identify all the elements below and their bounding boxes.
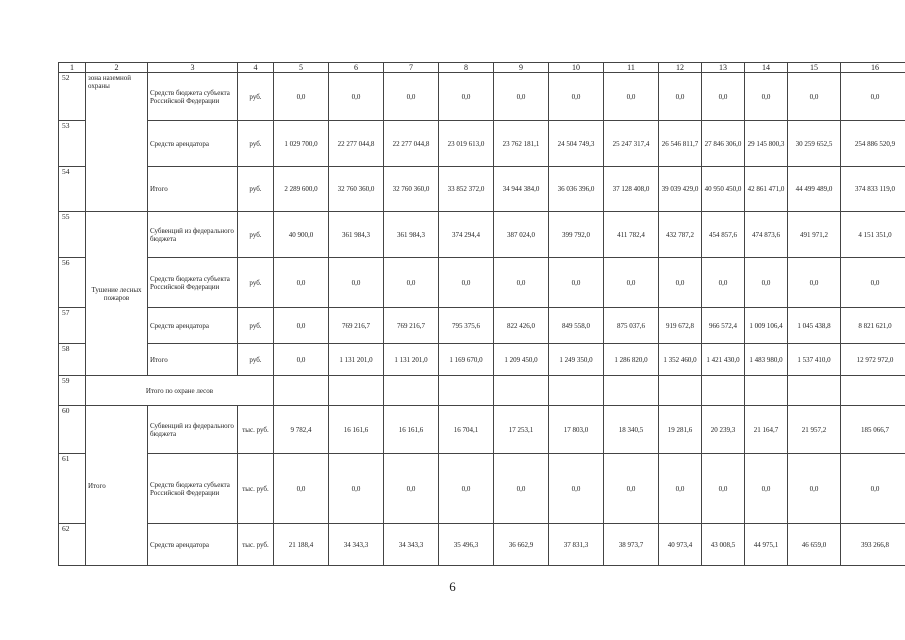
value-cell: 44 975,1 <box>745 524 788 566</box>
column-number-row <box>59 63 905 73</box>
value-cell: 33 852 372,0 <box>439 167 494 212</box>
unit-cell: руб. <box>238 258 274 308</box>
value-cell: 0,0 <box>788 454 841 524</box>
value-cell: 37 128 408,0 <box>604 167 659 212</box>
value-cell: 0,0 <box>274 454 329 524</box>
section-total-label: Итого по охране лесов <box>86 376 274 406</box>
value-cell: 0,0 <box>788 258 841 308</box>
value-cell: 34 343,3 <box>329 524 384 566</box>
value-cell: 0,0 <box>841 258 905 308</box>
row-number: 57 <box>59 308 86 344</box>
value-cell: 1 249 350,0 <box>549 344 604 376</box>
value-cell: 32 760 360,0 <box>329 167 384 212</box>
table-row <box>59 167 905 212</box>
col-header: 5 <box>274 63 329 73</box>
value-cell: 1 009 106,4 <box>745 308 788 344</box>
table-row <box>59 344 905 376</box>
value-cell: 9 782,4 <box>274 406 329 454</box>
col-header: 15 <box>788 63 841 73</box>
value-cell <box>659 376 702 406</box>
table-row <box>59 121 905 167</box>
value-cell: 966 572,4 <box>702 308 745 344</box>
value-cell: 16 161,6 <box>329 406 384 454</box>
value-cell: 18 340,5 <box>604 406 659 454</box>
col-header: 8 <box>439 63 494 73</box>
value-cell: 0,0 <box>384 454 439 524</box>
value-cell: 30 259 652,5 <box>788 121 841 167</box>
value-cell: 0,0 <box>702 258 745 308</box>
value-cell: 32 760 360,0 <box>384 167 439 212</box>
value-cell: 474 873,6 <box>745 212 788 258</box>
value-cell: 0,0 <box>549 454 604 524</box>
funding-source: Субвенций из федерального бюджета <box>148 406 238 454</box>
value-cell: 0,0 <box>549 73 604 121</box>
value-cell: 0,0 <box>439 258 494 308</box>
row-number: 55 <box>59 212 86 258</box>
value-cell: 0,0 <box>549 258 604 308</box>
unit-cell: тыс. руб. <box>238 524 274 566</box>
value-cell: 17 253,1 <box>494 406 549 454</box>
value-cell: 23 019 613,0 <box>439 121 494 167</box>
value-cell: 21 188,4 <box>274 524 329 566</box>
value-cell: 1 029 700,0 <box>274 121 329 167</box>
value-cell: 36 662,9 <box>494 524 549 566</box>
value-cell: 8 821 621,0 <box>841 308 905 344</box>
page-number: 6 <box>449 579 456 594</box>
row-number: 52 <box>59 73 86 121</box>
col-header: 3 <box>148 63 238 73</box>
value-cell: 0,0 <box>702 73 745 121</box>
value-cell: 0,0 <box>384 258 439 308</box>
value-cell: 0,0 <box>788 73 841 121</box>
value-cell: 38 973,7 <box>604 524 659 566</box>
value-cell: 393 266,8 <box>841 524 905 566</box>
value-cell: 0,0 <box>494 454 549 524</box>
col-header: 1 <box>59 63 86 73</box>
value-cell: 0,0 <box>274 308 329 344</box>
col-header: 14 <box>745 63 788 73</box>
value-cell: 24 504 749,3 <box>549 121 604 167</box>
value-cell: 769 216,7 <box>384 308 439 344</box>
value-cell: 849 558,0 <box>549 308 604 344</box>
value-cell: 0,0 <box>274 73 329 121</box>
value-cell: 795 375,6 <box>439 308 494 344</box>
value-cell: 0,0 <box>274 258 329 308</box>
group-label: Итого <box>86 406 148 566</box>
unit-cell: руб. <box>238 308 274 344</box>
unit-cell: руб. <box>238 167 274 212</box>
value-cell <box>439 376 494 406</box>
value-cell: 399 792,0 <box>549 212 604 258</box>
value-cell: 4 151 351,0 <box>841 212 905 258</box>
row-number: 60 <box>59 406 86 454</box>
value-cell: 0,0 <box>329 454 384 524</box>
row-number: 62 <box>59 524 86 566</box>
funding-source: Средств бюджета субъекта Российской Федерации <box>148 454 238 524</box>
value-cell: 0,0 <box>329 73 384 121</box>
unit-cell: тыс. руб. <box>238 406 274 454</box>
value-cell: 1 537 410,0 <box>788 344 841 376</box>
table-row <box>59 524 905 566</box>
value-cell <box>549 376 604 406</box>
funding-source: Средств бюджета субъекта Российской Федерации <box>148 73 238 121</box>
value-cell: 1 421 430,0 <box>702 344 745 376</box>
value-cell: 432 787,2 <box>659 212 702 258</box>
col-header: 12 <box>659 63 702 73</box>
col-header: 10 <box>549 63 604 73</box>
value-cell: 0,0 <box>274 344 329 376</box>
value-cell: 0,0 <box>659 258 702 308</box>
funding-source: Средств бюджета субъекта Российской Федерации <box>148 258 238 308</box>
value-cell: 1 131 201,0 <box>329 344 384 376</box>
value-cell: 0,0 <box>745 454 788 524</box>
unit-cell: руб. <box>238 212 274 258</box>
value-cell: 1 131 201,0 <box>384 344 439 376</box>
unit-cell: тыс. руб. <box>238 454 274 524</box>
row-number: 54 <box>59 167 86 212</box>
col-header: 9 <box>494 63 549 73</box>
value-cell: 1 483 980,0 <box>745 344 788 376</box>
value-cell: 37 831,3 <box>549 524 604 566</box>
value-cell: 374 294,4 <box>439 212 494 258</box>
value-cell: 2 289 600,0 <box>274 167 329 212</box>
col-header: 2 <box>86 63 148 73</box>
value-cell: 0,0 <box>439 73 494 121</box>
value-cell: 39 039 429,0 <box>659 167 702 212</box>
row-number: 58 <box>59 344 86 376</box>
value-cell: 36 036 396,0 <box>549 167 604 212</box>
value-cell: 1 209 450,0 <box>494 344 549 376</box>
col-header: 11 <box>604 63 659 73</box>
funding-source: Итого <box>148 344 238 376</box>
value-cell: 254 886 520,9 <box>841 121 905 167</box>
row-number: 61 <box>59 454 86 524</box>
col-header: 16 <box>841 63 905 73</box>
value-cell: 17 803,0 <box>549 406 604 454</box>
group-label: Тушение лесных пожаров <box>86 212 148 376</box>
value-cell: 0,0 <box>841 454 905 524</box>
value-cell: 411 782,4 <box>604 212 659 258</box>
table-row <box>59 376 905 406</box>
value-cell: 20 239,3 <box>702 406 745 454</box>
table-row <box>59 258 905 308</box>
row-number: 53 <box>59 121 86 167</box>
table-row <box>59 406 905 454</box>
value-cell: 29 145 800,3 <box>745 121 788 167</box>
group-label: зона наземной охраны <box>86 73 148 212</box>
value-cell: 25 247 317,4 <box>604 121 659 167</box>
value-cell: 0,0 <box>659 454 702 524</box>
value-cell: 21 164,7 <box>745 406 788 454</box>
col-header: 13 <box>702 63 745 73</box>
value-cell <box>745 376 788 406</box>
value-cell <box>788 376 841 406</box>
budget-table <box>58 62 905 566</box>
value-cell: 0,0 <box>494 258 549 308</box>
value-cell: 0,0 <box>745 258 788 308</box>
value-cell: 0,0 <box>494 73 549 121</box>
value-cell: 0,0 <box>439 454 494 524</box>
value-cell: 769 216,7 <box>329 308 384 344</box>
value-cell: 1 352 460,0 <box>659 344 702 376</box>
value-cell: 0,0 <box>745 73 788 121</box>
value-cell: 1 169 670,0 <box>439 344 494 376</box>
funding-source: Средств арендатора <box>148 308 238 344</box>
value-cell: 454 857,6 <box>702 212 745 258</box>
value-cell: 40 950 450,0 <box>702 167 745 212</box>
value-cell <box>274 376 329 406</box>
value-cell: 374 833 119,0 <box>841 167 905 212</box>
value-cell: 21 957,2 <box>788 406 841 454</box>
value-cell: 822 426,0 <box>494 308 549 344</box>
value-cell: 40 973,4 <box>659 524 702 566</box>
value-cell: 387 024,0 <box>494 212 549 258</box>
value-cell: 0,0 <box>659 73 702 121</box>
value-cell <box>841 376 905 406</box>
value-cell: 491 971,2 <box>788 212 841 258</box>
value-cell: 0,0 <box>604 73 659 121</box>
funding-source: Средств арендатора <box>148 121 238 167</box>
row-number: 59 <box>59 376 86 406</box>
value-cell: 185 066,7 <box>841 406 905 454</box>
col-header: 4 <box>238 63 274 73</box>
value-cell: 919 672,8 <box>659 308 702 344</box>
value-cell: 34 343,3 <box>384 524 439 566</box>
value-cell: 22 277 044,8 <box>329 121 384 167</box>
value-cell: 42 861 471,0 <box>745 167 788 212</box>
value-cell: 26 546 811,7 <box>659 121 702 167</box>
value-cell: 23 762 181,1 <box>494 121 549 167</box>
value-cell <box>384 376 439 406</box>
value-cell: 361 984,3 <box>384 212 439 258</box>
value-cell: 19 281,6 <box>659 406 702 454</box>
funding-source: Итого <box>148 167 238 212</box>
value-cell: 0,0 <box>841 73 905 121</box>
value-cell <box>702 376 745 406</box>
funding-source: Средств арендатора <box>148 524 238 566</box>
value-cell <box>494 376 549 406</box>
table-row <box>59 454 905 524</box>
col-header: 7 <box>384 63 439 73</box>
value-cell: 1 045 438,8 <box>788 308 841 344</box>
value-cell: 43 008,5 <box>702 524 745 566</box>
table-row <box>59 308 905 344</box>
table-row <box>59 212 905 258</box>
unit-cell: руб. <box>238 73 274 121</box>
value-cell <box>329 376 384 406</box>
value-cell: 0,0 <box>329 258 384 308</box>
value-cell: 1 286 820,0 <box>604 344 659 376</box>
unit-cell: руб. <box>238 121 274 167</box>
value-cell: 46 659,0 <box>788 524 841 566</box>
value-cell: 0,0 <box>702 454 745 524</box>
value-cell: 361 984,3 <box>329 212 384 258</box>
unit-cell: руб. <box>238 344 274 376</box>
value-cell: 0,0 <box>604 258 659 308</box>
value-cell: 12 972 972,0 <box>841 344 905 376</box>
value-cell: 27 846 306,0 <box>702 121 745 167</box>
value-cell: 40 900,0 <box>274 212 329 258</box>
value-cell <box>604 376 659 406</box>
col-header: 6 <box>329 63 384 73</box>
value-cell: 22 277 044,8 <box>384 121 439 167</box>
value-cell: 35 496,3 <box>439 524 494 566</box>
value-cell: 34 944 384,0 <box>494 167 549 212</box>
value-cell: 16 704,1 <box>439 406 494 454</box>
value-cell: 0,0 <box>604 454 659 524</box>
value-cell: 875 037,6 <box>604 308 659 344</box>
table-row <box>59 73 905 121</box>
value-cell: 16 161,6 <box>384 406 439 454</box>
value-cell: 0,0 <box>384 73 439 121</box>
row-number: 56 <box>59 258 86 308</box>
funding-source: Субвенций из федерального бюджета <box>148 212 238 258</box>
value-cell: 44 499 489,0 <box>788 167 841 212</box>
